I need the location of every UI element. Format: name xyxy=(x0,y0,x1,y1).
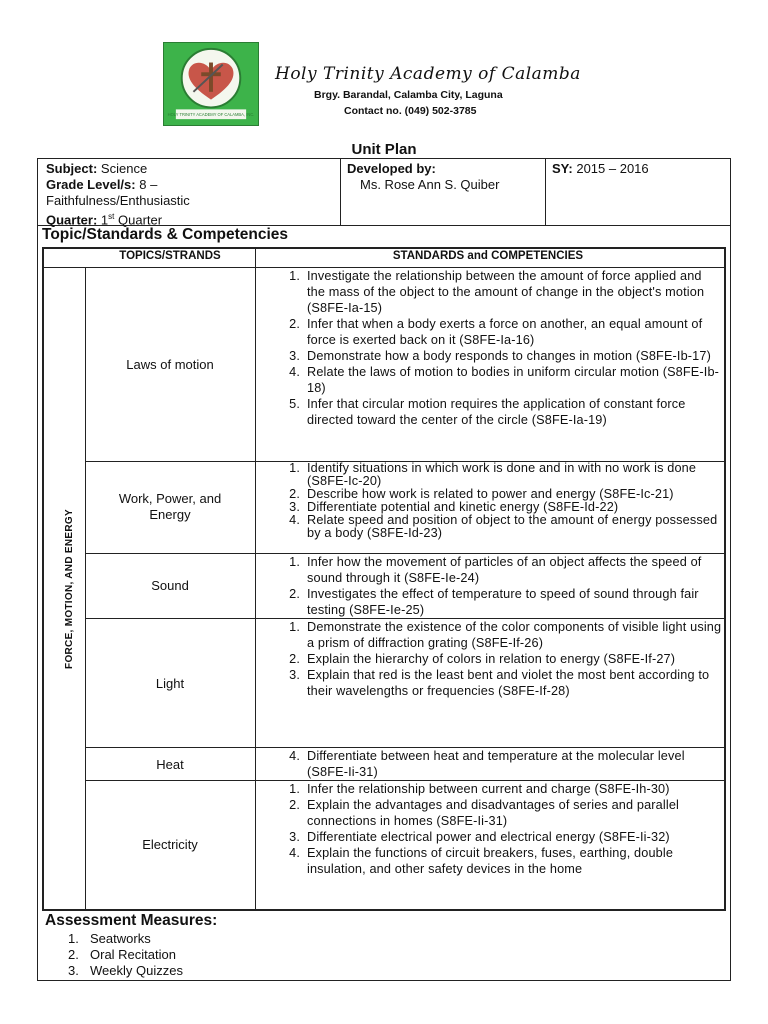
subject-label: Subject: xyxy=(46,161,98,176)
item-number: 4. xyxy=(289,513,300,527)
topic-col-divider xyxy=(255,249,256,910)
item-text: Infer that circular motion requires the application of constant force directed toward the center of the circle (S8FE-Ia-19) xyxy=(307,397,686,427)
list-item xyxy=(282,348,722,364)
school-address: Brgy. Barandal, Calamba City, Laguna xyxy=(314,89,503,101)
list-item xyxy=(282,651,722,667)
sy-label: SY: xyxy=(552,161,573,176)
list-item xyxy=(282,845,722,877)
item-text: Infer that when a body exerts a force on another, an equal amount of force is exerted back on it (S8FE-Ia-16) xyxy=(307,317,703,347)
topics-heading: Topic/Standards & Competencies xyxy=(42,226,289,243)
laws-of-motion-competencies xyxy=(282,268,722,428)
item-text: Seatworks xyxy=(90,931,151,946)
list-item xyxy=(282,364,722,396)
developed-by-value: Ms. Rose Ann S. Quiber xyxy=(360,177,500,192)
school-year-field xyxy=(552,161,649,177)
quarter-number: 1 xyxy=(100,212,109,228)
item-text: Differentiate electrical power and electrical energy (S8FE-Ii-32) xyxy=(307,830,670,844)
topic-work-power-energy: Work, Power, and Energy xyxy=(118,491,222,522)
item-text: Infer how the movement of particles of an object affects the speed of sound through it (S8FE-Ie-24) xyxy=(307,555,702,585)
item-number: 4. xyxy=(289,846,300,860)
item-number: 2. xyxy=(289,487,300,501)
list-item xyxy=(282,619,722,651)
item-text: Explain the advantages and disadvantages of series and parallel connections in homes (S8FE-Ii-31) xyxy=(307,798,679,828)
grade-value: 8 – xyxy=(139,177,158,192)
list-item xyxy=(282,748,722,780)
school-contact: Contact no. (049) 502-3785 xyxy=(344,105,477,117)
item-text: Relate speed and position of object to the amount of energy possessed by a body (S8FE-Id-23) xyxy=(307,513,718,540)
item-text: Investigate the relationship between the amount of force applied and the mass of the object to the amount of change in the object's motion (S8FE-Ia-15) xyxy=(307,269,705,315)
list-item xyxy=(282,797,722,829)
subject-value: Science xyxy=(100,161,148,176)
grade-section: Faithfulness/Enthusiastic xyxy=(46,193,190,208)
assessment-heading: Assessment Measures: xyxy=(45,912,218,929)
item-number: 2. xyxy=(289,652,300,666)
item-text: Differentiate between heat and temperature at the molecular level (S8FE-Ii-31) xyxy=(307,749,685,779)
topic-sound: Sound xyxy=(151,578,189,593)
side-strand-label: FORCE, MOTION, AND ENERGY xyxy=(64,509,75,669)
item-number: 3. xyxy=(289,668,300,682)
item-number: 3. xyxy=(289,500,300,514)
list-item xyxy=(282,268,722,316)
item-number: 2. xyxy=(289,798,300,812)
heat-competencies xyxy=(282,748,722,780)
item-text: Demonstrate the existence of the color components of visible light using a prism of diffraction grating (S8FE-If-26) xyxy=(307,620,722,650)
list-item xyxy=(282,667,722,699)
grade-label: Grade Level/s: xyxy=(46,177,136,192)
grade-field xyxy=(46,177,336,209)
item-number: 3. xyxy=(289,349,300,363)
item-number: 2. xyxy=(289,317,300,331)
quarter-value: Quarter xyxy=(118,212,163,228)
item-number: 2. xyxy=(68,947,79,962)
list-item xyxy=(282,316,722,348)
electricity-competencies xyxy=(282,781,722,877)
item-number: 1. xyxy=(289,782,300,796)
logo-emblem-icon xyxy=(164,43,258,125)
info-col-divider-2 xyxy=(545,158,546,225)
item-number: 1. xyxy=(68,931,79,946)
item-number: 1. xyxy=(289,555,300,569)
sy-value: 2015 – 2016 xyxy=(576,161,649,176)
quarter-label: Quarter: xyxy=(46,212,98,228)
list-item xyxy=(282,514,722,540)
item-text: Differentiate potential and kinetic energy (S8FE-Id-22) xyxy=(307,500,619,514)
column-header-topics: TOPICS/STRANDS xyxy=(119,250,221,262)
sound-competencies xyxy=(282,554,722,618)
item-number: 1. xyxy=(289,461,300,475)
info-col-divider-1 xyxy=(340,158,341,225)
item-number: 1. xyxy=(289,269,300,283)
item-text: Weekly Quizzes xyxy=(90,963,183,978)
topic-light: Light xyxy=(155,676,185,691)
item-text: Demonstrate how a body responds to changes in motion (S8FE-Ib-17) xyxy=(307,349,711,363)
topic-electricity: Electricity xyxy=(142,837,198,852)
list-item xyxy=(68,947,183,963)
item-text: Describe how work is related to power and energy (S8FE-Ic-21) xyxy=(307,487,674,501)
work-power-energy-competencies xyxy=(282,462,722,540)
list-item xyxy=(282,462,722,488)
item-number: 4. xyxy=(289,749,300,763)
list-item xyxy=(282,586,722,618)
side-strand-label-wrap xyxy=(49,509,89,669)
item-number: 1. xyxy=(289,620,300,634)
light-competencies xyxy=(282,619,722,699)
assessment-list xyxy=(68,931,183,979)
topic-laws-of-motion: Laws of motion xyxy=(126,357,214,372)
quarter-suffix: st xyxy=(108,212,115,221)
column-header-standards: STANDARDS and COMPETENCIES xyxy=(392,250,584,262)
topic-heat: Heat xyxy=(156,757,184,772)
list-item xyxy=(68,931,183,947)
list-item xyxy=(282,781,722,797)
item-number: 4. xyxy=(289,365,300,379)
item-number: 5. xyxy=(289,397,300,411)
item-number: 3. xyxy=(68,963,79,978)
item-text: Explain the functions of circuit breakers, fuses, earthing, double insulation, and other safety devices in the home xyxy=(307,846,674,876)
item-text: Relate the laws of motion to bodies in uniform circular motion (S8FE-Ib-18) xyxy=(307,365,720,395)
school-name: Holy Trinity Academy of Calamba xyxy=(275,64,581,84)
school-logo xyxy=(163,42,259,126)
item-number: 3. xyxy=(289,830,300,844)
item-text: Identify situations in which work is done and in with no work is done (S8FE-Ic-20) xyxy=(307,461,697,488)
item-text: Oral Recitation xyxy=(90,947,176,962)
list-item xyxy=(282,829,722,845)
developed-by-label: Developed by: xyxy=(347,161,436,176)
page-title: Unit Plan xyxy=(351,141,417,158)
logo-ring-text: HOLY TRINITY ACADEMY OF CALAMBA, INC. xyxy=(167,112,255,118)
list-item xyxy=(282,396,722,428)
list-item xyxy=(68,963,183,979)
item-text: Explain the hierarchy of colors in relation to energy (S8FE-If-27) xyxy=(307,652,676,666)
list-item xyxy=(282,554,722,586)
item-number: 2. xyxy=(289,587,300,601)
item-text: Investigates the effect of temperature to speed of sound through fair testing (S8FE-Ie-25) xyxy=(307,587,699,617)
item-text: Infer the relationship between current and charge (S8FE-Ih-30) xyxy=(307,782,670,796)
subject-field xyxy=(46,161,147,177)
item-text: Explain that red is the least bent and violet the most bent according to their wavelengths or frequencies (S8FE-If-28) xyxy=(307,668,710,698)
